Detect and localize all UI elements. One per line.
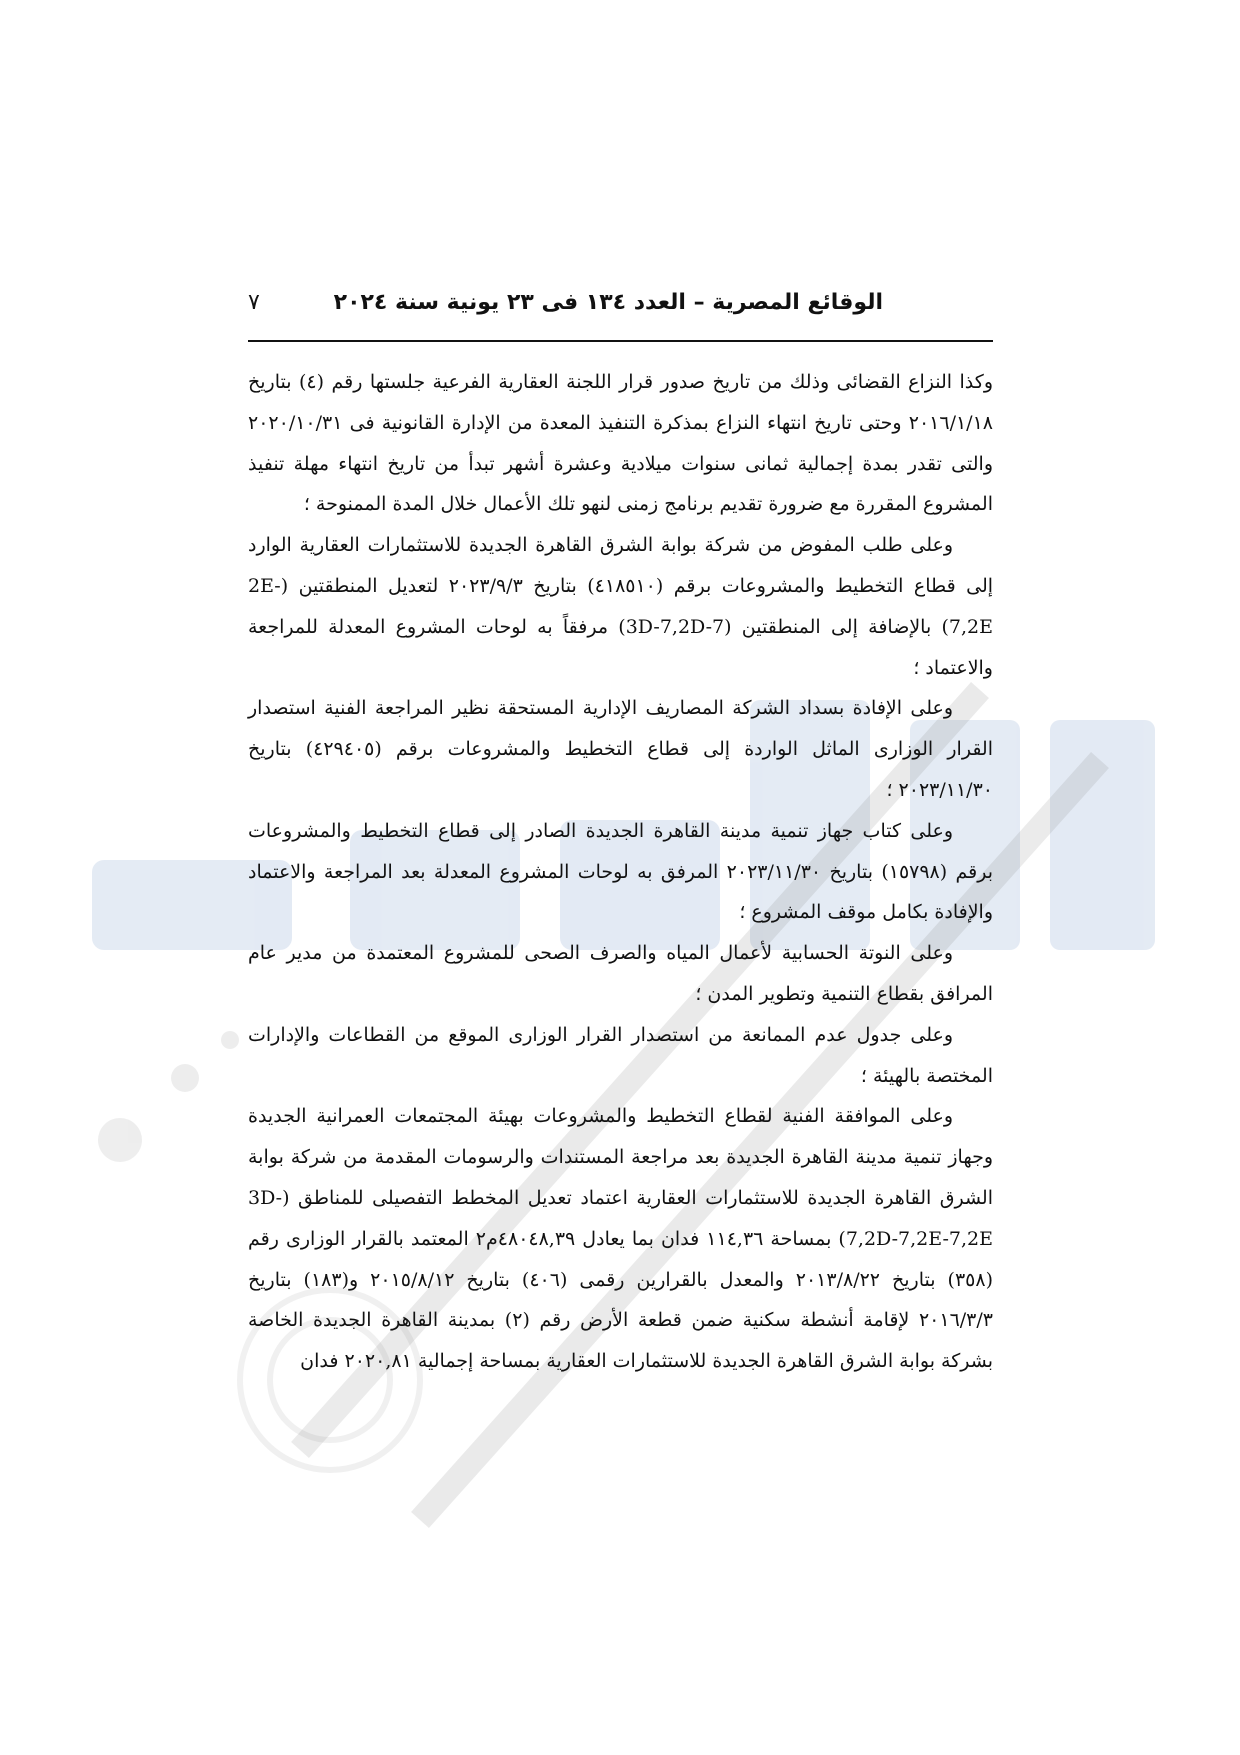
gazette-header-title: الوقائع المصرية – العدد ١٣٤ فى ٢٣ يونية سنة ٢٠٢٤ <box>333 290 883 315</box>
paragraph-2: وعلى طلب المفوض من شركة بوابة الشرق القاهرة الجديدة للاستثمارات العقارية الوارد إلى قطاع التخطيط والمشروعات برقم (٤١٨٥١٠) بتاريخ ٢٠٢٣/٩/٣ لتعديل المنطقتين (2E-7,2E) بالإضافة إلى المنطقتين (3D-7,2D-7) مرفقاً به لوحات المشروع المعدلة للمراجعة والاعتماد ؛ <box>248 534 994 679</box>
paragraph-4: وعلى كتاب جهاز تنمية مدينة القاهرة الجديدة الصادر إلى قطاع التخطيط والمشروعات برقم (١٥٧٩٨) بتاريخ ٢٠٢٣/١١/٣٠ المرفق به لوحات المشروع المعدلة بعد المراجعة والاعتماد والإفادة بكامل موقف المشروع ؛ <box>248 819 994 924</box>
paragraph-7: وعلى الموافقة الفنية لقطاع التخطيط والمشروعات بهيئة المجتمعات العمرانية الجديدة وجهاز تنمية مدينة القاهرة الجديدة بعد مراجعة المستندات والرسومات المقدمة من شركة بوابة الشرق القاهرة الجديدة للاستثمارات العقارية اعتماد تعديل المخطط التفصيلى للمناطق (3D-7,2D-7,2E-7,2E) بمساحة ١١٤,٣٦ فدان بما يعادل ٤٨٠٤٨,٣٩م٢ المعتمد بالقرار الوزارى رقم (٣٥٨) بتاريخ ٢٠١٣/٨/٢٢ والمعدل بالقرارين رقمى (٤٠٦) بتاريخ ٢٠١٥/٨/١٢ و(١٨٣) بتاريخ ٢٠١٦/٣/٣ لإقامة أنشطة سكنية ضمن قطعة الأرض رقم (٢) بمدينة القاهرة الجديدة الخاصة بشركة بوابة الشرق القاهرة الجديدة للاستثمارات العقارية بمساحة إجمالية ٢٠٢٠,٨١ فدان <box>248 1105 993 1373</box>
paragraph-1: وكذا النزاع القضائى وذلك من تاريخ صدور قرار اللجنة العقارية الفرعية جلستها رقم (٤) بتاريخ ٢٠١٦/١/١٨ وحتى تاريخ انتهاء النزاع بمذكرة التنفيذ المعدة من الإدارة القانونية فى ٢٠٢٠/١٠/٣١ والتى تقدر بمدة إجمالية ثمانى سنوات ميلادية وعشرة أشهر تبدأ من تاريخ انتهاء مهلة تنفيذ المشروع المقررة مع ضرورة تقديم برنامج زمنى لنهو تلك الأعمال خلال المدة الممنوحة ؛ <box>248 371 993 516</box>
page-number: ٧ <box>248 290 260 315</box>
paragraph-5: وعلى النوتة الحسابية لأعمال المياه والصرف الصحى للمشروع المعتمدة من مدير عام المرافق بقطاع التنمية وتطوير المدن ؛ <box>248 942 993 1005</box>
paragraph-3: وعلى الإفادة بسداد الشركة المصاريف الإدارية المستحقة نظير المراجعة الفنية استصدار القرار الوزارى الماثل الواردة إلى قطاع التخطيط والمشروعات برقم (٤٢٩٤٠٥) بتاريخ ٢٠٢٣/١١/٣٠ ؛ <box>248 697 993 801</box>
paragraph-6: وعلى جدول عدم الممانعة من استصدار القرار الوزارى الموقع من القطاعات والإدارات المختصة بالهيئة ؛ <box>248 1023 993 1087</box>
document-body <box>248 362 993 1382</box>
page-header <box>248 280 993 342</box>
